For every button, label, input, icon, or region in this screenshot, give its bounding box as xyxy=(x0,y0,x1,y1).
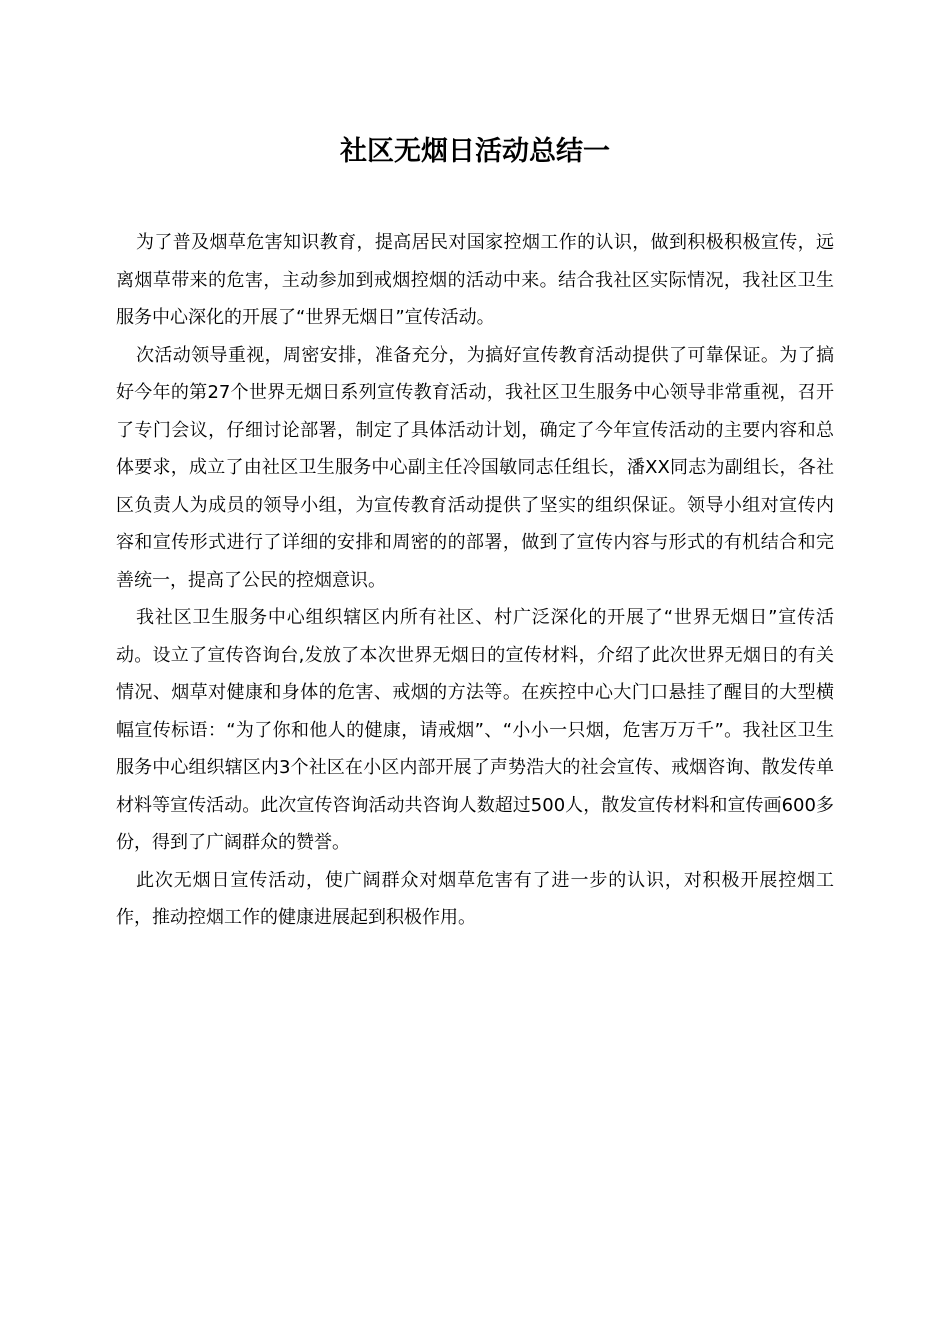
paragraph: 此次无烟日宣传活动，使广阔群众对烟草危害有了进一步的认识，对积极开展控烟工作，推动控烟工作的健康进展起到积极作用。 xyxy=(116,869,834,928)
paragraph: 我社区卫生服务中心组织辖区内所有社区、村广泛深化的开展了“世界无烟日”宣传活动。设立了宣传咨询台,发放了本次世界无烟日的宣传材料，介绍了此次世界无烟日的有关情况、烟草对健康和身体的危害、戒烟的方法等。在疾控中心大门口悬挂了醒目的大型横幅宣传标语：“为了你和他人的健康，请戒烟”、“小小一只烟，危害万万千”。我社区卫生服务中心组织辖区内3个社区在小区内部开展了声势浩大的社会宣传、戒烟咨询、散发传单材料等宣传活动。此次宣传咨询活动共咨询人数超过500人，散发宣传材料和宣传画600多份，得到了广阔群众的赞誉。 xyxy=(116,607,834,853)
paragraph: 次活动领导重视，周密安排，准备充分，为搞好宣传教育活动提供了可靠保证。为了搞好今年的第27个世界无烟日系列宣传教育活动，我社区卫生服务中心领导非常重视，召开了专门会议，仔细讨论部署，制定了具体活动计划，确定了今年宣传活动的主要内容和总体要求，成立了由社区卫生服务中心副主任冷国敏同志任组长，潘XX同志为副组长，各社区负责人为成员的领导小组，为宣传教育活动提供了坚实的组织保证。领导小组对宣传内容和宣传形式进行了详细的安排和周密的的部署，做到了宣传内容与形式的有机结合和完善统一，提高了公民的控烟意识。 xyxy=(116,344,834,591)
document-title: 社区无烟日活动总结一 xyxy=(340,136,610,167)
document-body xyxy=(116,224,834,937)
paragraph: 为了普及烟草危害知识教育，提高居民对国家控烟工作的认识，做到积极积极宣传，远离烟草带来的危害，主动参加到戒烟控烟的活动中来。结合我社区实际情况，我社区卫生服务中心深化的开展了“世界无烟日”宣传活动。 xyxy=(116,232,834,328)
